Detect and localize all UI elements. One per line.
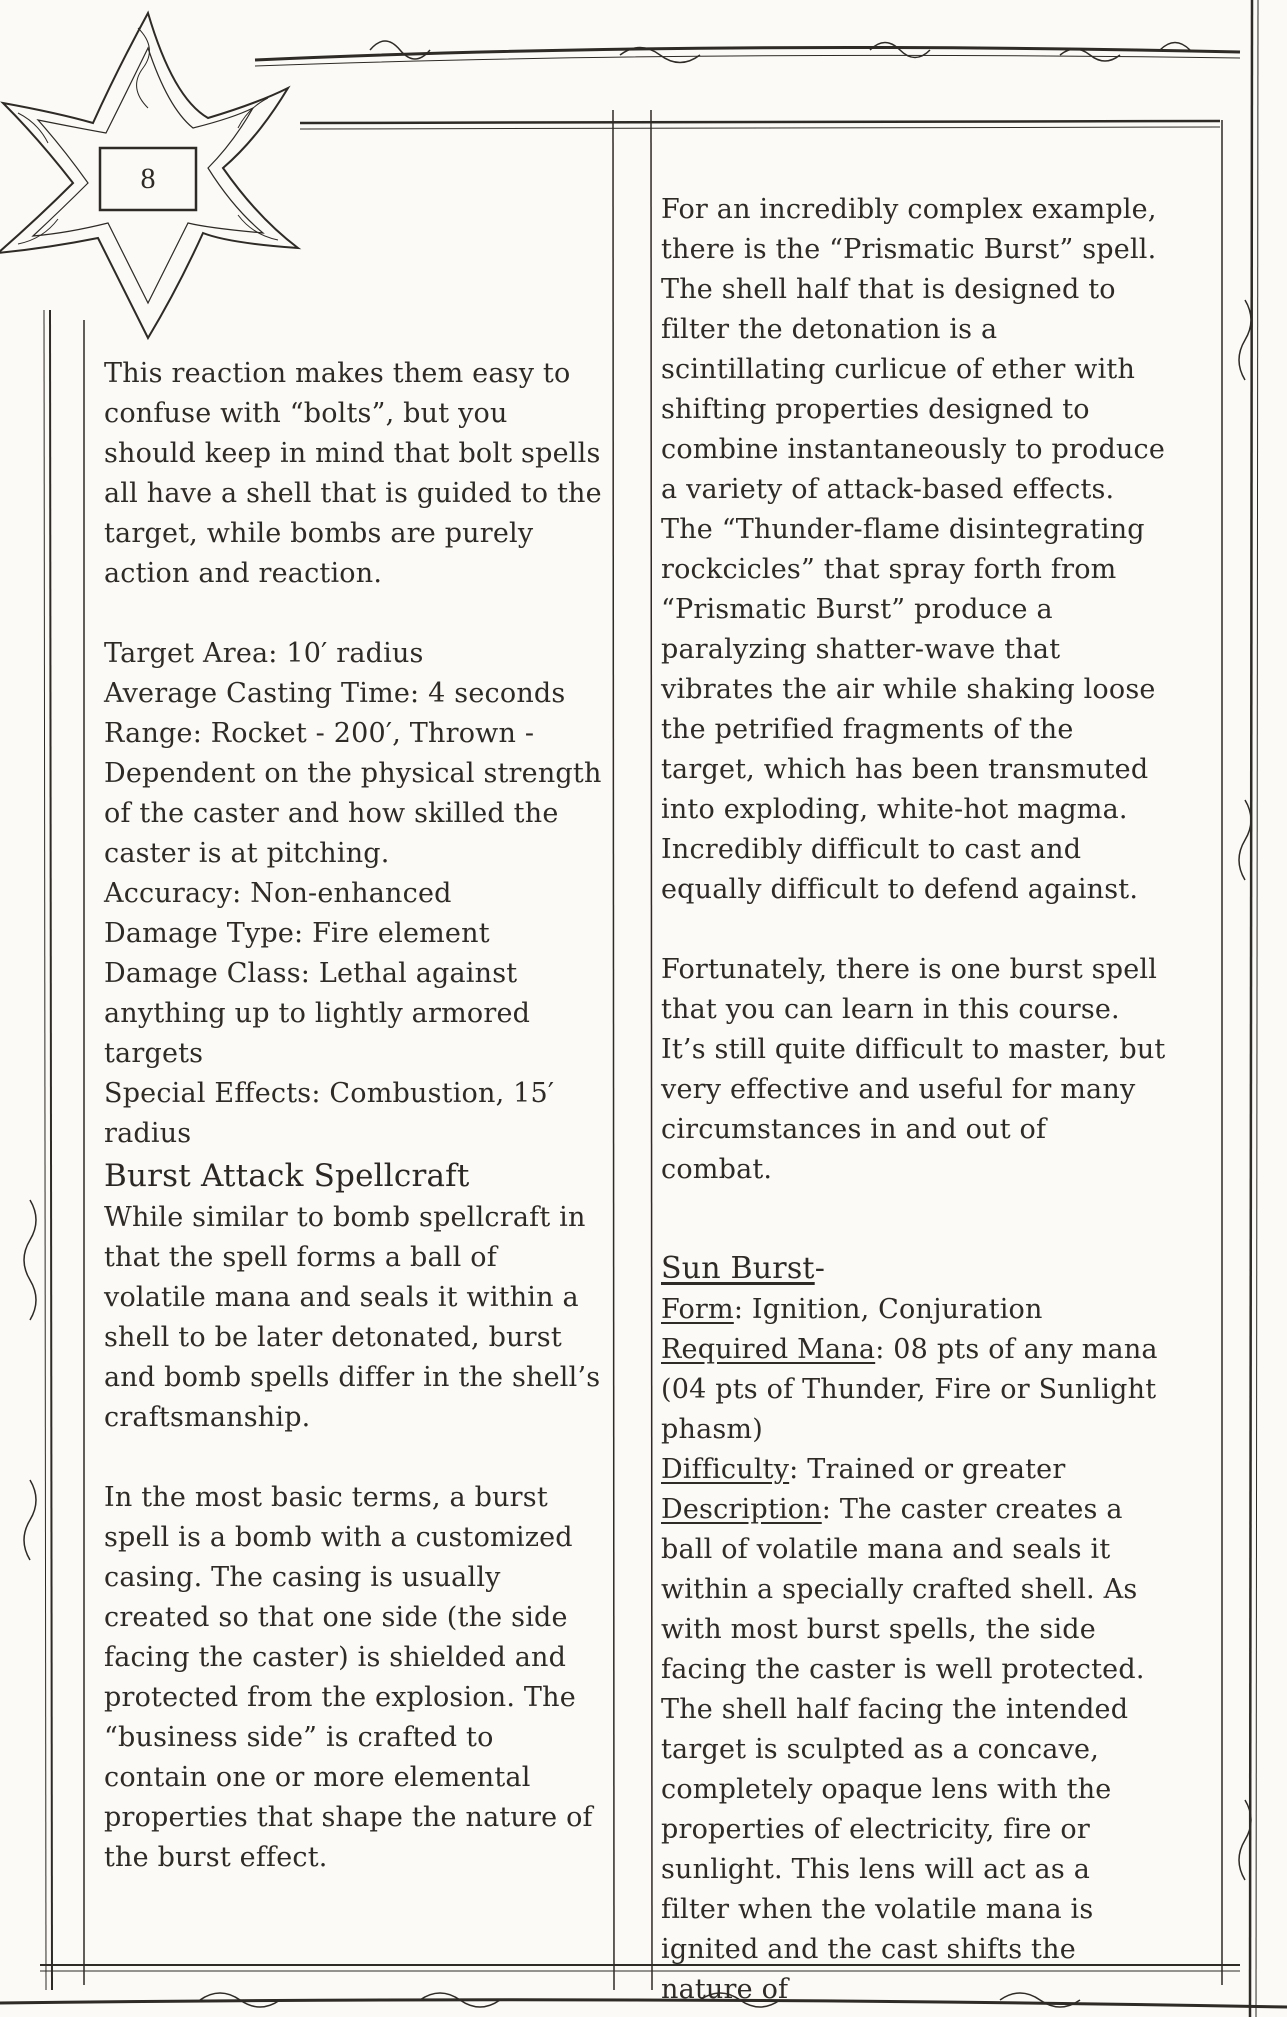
stat-target-area: Target Area: 10′ radius xyxy=(104,638,424,669)
spell-mana xyxy=(661,1330,1166,1450)
form-label: Form xyxy=(661,1294,734,1325)
fortunately-paragraph: Fortunately, there is one burst spell that you can learn in this course. It’s still quite difficult to master, but very effective and useful for many circumstances in and out of combat. xyxy=(661,954,1166,1185)
spell-difficulty xyxy=(661,1450,1166,1490)
burst-paragraph-2: In the most basic terms, a burst spell is a bomb with a customized casing. The casing is usually created so that one side (the side facing the caster) is shielded and protected from the explosion. The “business side” is crafted to contain one or more elemental properties that shape the nature of the burst effect. xyxy=(104,1482,593,1873)
right-column xyxy=(661,190,1166,2010)
difficulty-label: Difficulty xyxy=(661,1454,790,1485)
mana-label: Required Mana xyxy=(661,1334,876,1365)
spell-title xyxy=(661,1248,1166,1290)
spell-title-text: Sun Burst xyxy=(661,1251,815,1286)
stat-damage-type: Damage Type: Fire element xyxy=(104,918,490,949)
stat-damage-class: Damage Class: Lethal against anything up to lightly armored targets xyxy=(104,958,531,1069)
form-value: : Ignition, Conjuration xyxy=(733,1294,1043,1325)
stat-special-effects: Special Effects: Combustion, 15′ radius xyxy=(104,1078,555,1149)
description-value: : The caster creates a ball of volatile mana and seals it within a specially crafted shell. As with most burst spells, the side facing the caster is well protected. The shell half facing the intended target is sculpted as a concave, completely opaque lens with the properties of electricity, fire or sunlight. This lens will act as a filter when the volatile mana is ignited and the cast shifts the nature of xyxy=(661,1494,1145,2005)
left-column xyxy=(104,354,604,1878)
stat-range: Range: Rocket - 200′, Thrown - Dependent on the physical strength of the caster and how skilled the caster is at pitching. xyxy=(104,718,602,869)
mana-value: : 08 pts of any mana (04 pts of Thunder, Fire or Sunlight phasm) xyxy=(661,1334,1158,1445)
section-heading: Burst Attack Spellcraft xyxy=(104,1158,470,1194)
stat-casting-time: Average Casting Time: 4 seconds xyxy=(104,678,566,709)
difficulty-value: : Trained or greater xyxy=(789,1454,1066,1485)
spell-description xyxy=(661,1490,1166,2010)
description-label: Description xyxy=(661,1494,822,1525)
stat-accuracy: Accuracy: Non-enhanced xyxy=(104,878,452,909)
burst-paragraph-1: While similar to bomb spellcraft in that the spell forms a ball of volatile mana and seals it within a shell to be later detonated, burst and bomb spells differ in the shell’s craftsmanship. xyxy=(104,1202,601,1433)
spell-form xyxy=(661,1290,1166,1330)
page-number: 8 xyxy=(104,152,192,206)
intro-paragraph: This reaction makes them easy to confuse with “bolts”, but you should keep in mind that bolt spells all have a shell that is guided to the target, while bombs are purely action and reaction. xyxy=(104,358,602,589)
prismatic-paragraph: For an incredibly complex example, there is the “Prismatic Burst” spell. The shell half that is designed to filter the detonation is a scintillating curlicue of ether with shifting properties designed to combine instantaneously to produce a variety of attack-based effects. The “Thunder-flame disintegrating rockcicles” that spray forth from “Prismatic Burst” produce a paralyzing shatter-wave that vibrates the air while shaking loose the petrified fragments of the target, which has been transmuted into exploding, white-hot magma. Incredibly difficult to cast and equally difficult to defend against. xyxy=(661,194,1166,905)
spell-title-suffix: - xyxy=(814,1251,826,1286)
